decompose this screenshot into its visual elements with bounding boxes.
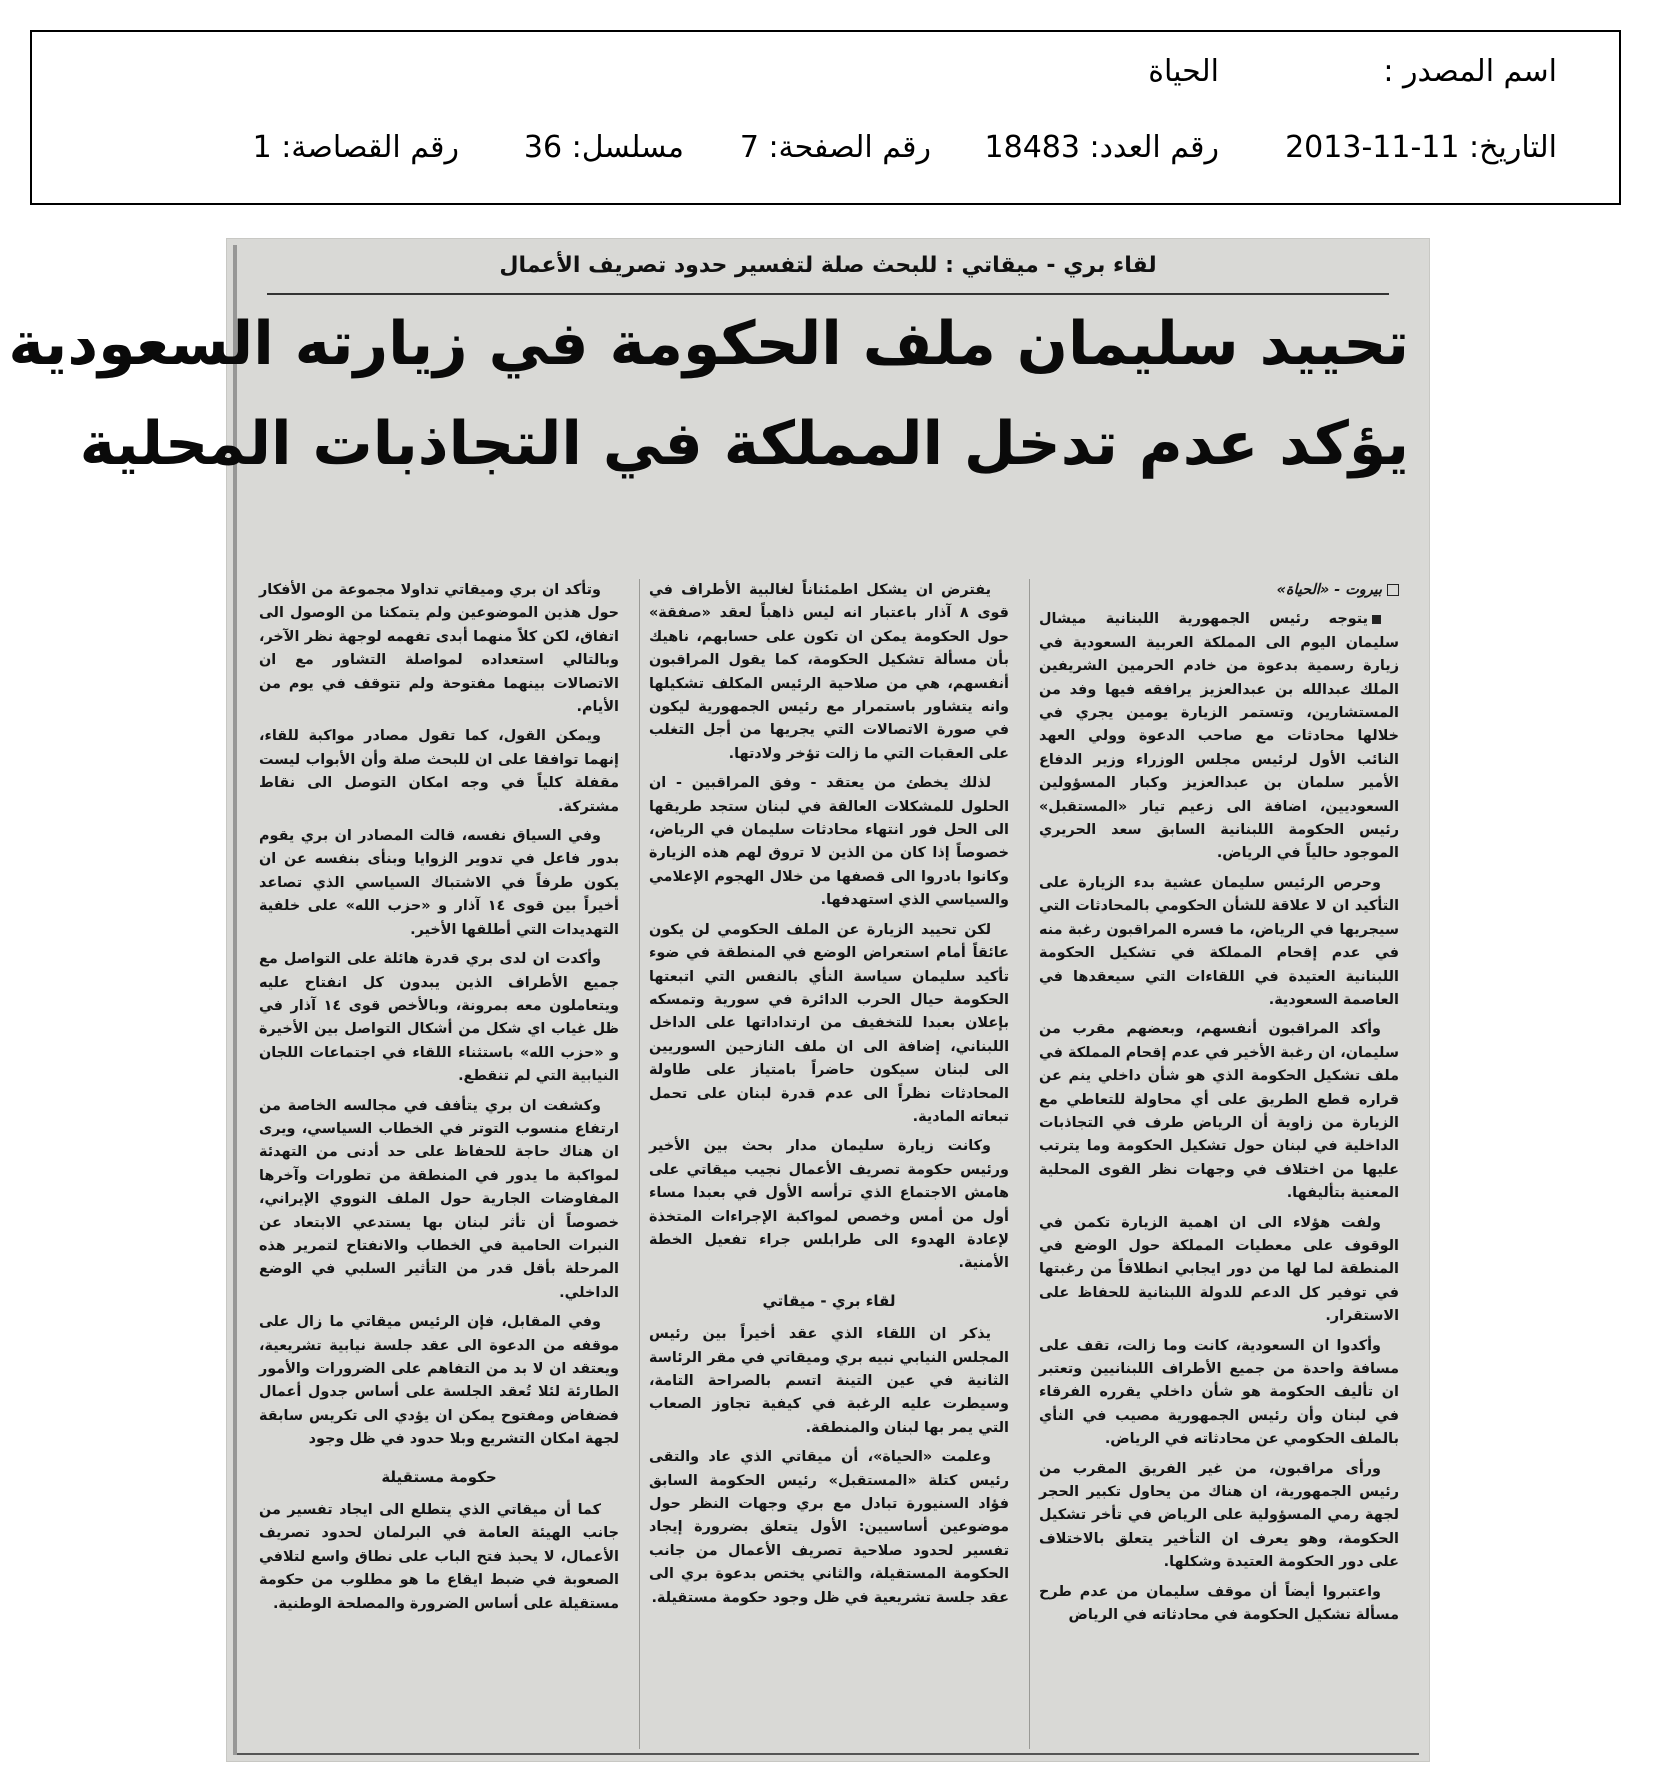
newspaper-clipping [8, 238, 1430, 1762]
paragraph: وفي السياق نفسه، قالت المصادر ان بري يقوم بدور فاعل في تدوير الزوايا وبنأى بنفسه عن ان يكون طرفاً في الاشتباك السياسي الذي تصاعد أخيراً بين قوى ١٤ آذار و «حزب الله» على خلفية التهديدات التي أطلقها الأخير. [259, 828, 619, 938]
section-heading: لقاء بري - ميقاتي [762, 1291, 896, 1310]
column-divider [1029, 579, 1030, 1749]
article-column-right [1039, 579, 1399, 1749]
paragraph: وعلمت «الحياة»، أن ميقاتي الذي عاد والتقى رئيس كتلة «المستقبل» رئيس الحكومة السابق فؤاد السنيورة تبادل مع بري وجهات النظر حول موضوعين أساسيين: الأول يتعلق بضرورة إيجاد تفسير لحدود صلاحية تصريف الأعمال من جانب الحكومة المستقيلة، والثاني يختص بدعوة بري الى عقد جلسة تشريعية في ظل وجود حكومة مستقيلة. [649, 1449, 1009, 1606]
clip-number-field: رقم القصاصة: 1 [252, 130, 459, 165]
headline-line-2: يؤكد عدم تدخل المملكة في التجاذبات المحلية [79, 409, 1409, 479]
article-column-left [259, 579, 619, 1749]
issue-number-field: رقم العدد: 18483 [984, 130, 1219, 165]
paragraph: وحرص الرئيس سليمان عشية بدء الزيارة على التأكيد ان لا علاقة للشأن الحكومي بالمحادثات التي سيجريها في الرياض، ما فسره المراقبون رغبة منه في عدم إقحام المملكة في تشكيل الحكومة اللبنانية العتيدة في اللقاءات التي سيعقدها في العاصمة السعودية. [1039, 874, 1399, 1008]
paragraph: وكشفت ان بري يتأفف في مجالسه الخاصة من ارتفاع منسوب التوتر في الخطاب السياسي، ويرى ان هناك حاجة للحفاظ على حد أدنى من التهدئة لمواكبة ما يدور في المنطقة من تطورات وآخرها المفاوضات الجارية حول الملف النووي الإيراني، خصوصاً أن تأثر لبنان بها يستدعي الابتعاد عن النبرات الحامية في الخطاب والانفتاح لتمرير هذه المرحلة بأقل قدر من التأثير السلبي في الوضع الداخلي. [259, 1097, 619, 1301]
box-icon [1387, 584, 1399, 596]
paragraph: يذكر ان اللقاء الذي عقد أخيراً بين رئيس المجلس النيابي نبيه بري وميقاتي في مقر الرئاسة الثانية في عين التينة اتسم بالصراحة التامة، وسيطرت عليه الرغبة في كيفية تجاوز الصعاب التي يمر بها لبنان والمنطقة. [649, 1326, 1009, 1436]
paragraph: لذلك يخطئ من يعتقد - وفق المراقبين - ان الحلول للمشكلات العالقة في لبنان ستجد طريقها الى الحل فور انتهاء محادثات سليمان في الرياض، خصوصاً إذا كان من الذين لا تروق لهم هذه الزيارة وكانوا بادروا الى قصفها من خلال الهجوم الإعلامي والسياسي الذي استهدفها. [649, 775, 1009, 909]
article-kicker: لقاء بري - ميقاتي : للبحث صلة لتفسير حدود تصريف الأعمال [499, 253, 1157, 278]
paragraph: وتأكد ان بري وميقاتي تداولا مجموعة من الأفكار حول هذين الموضوعين ولم يتمكنا من الوصول الى اتفاق، لكن كلاً منهما أبدى تفهمه لوجهة نظر الآخر، وبالتالي استعداده لمواصلة التشاور مع ان الاتصالات بينهما مفتوحة ولم تتوقف في يوم من الأيام. [259, 582, 619, 716]
paragraph [1039, 608, 1399, 865]
paragraph: لكن تحييد الزيارة عن الملف الحكومي لن يكون عائقاً أمام استعراض الوضع في المنطقة في ضوء تأكيد سليمان سياسة النأي بالنفس التي اتبعتها الحكومة حيال الحرب الدائرة في سورية وتمسكه بإعلان بعبدا للتخفيف من ارتداداتها على الداخل اللبناني، إضافة الى ان ملف النازحين السوريين الى لبنان سيكون حاضراً بامتياز على طاولة المحادثات نظراً الى عدم قدرة لبنان على تحمل تبعاته المادية. [649, 921, 1009, 1125]
paragraph: يفترض ان يشكل اطمئناناً لغالبية الأطراف في قوى ٨ آذار باعتبار انه ليس ذاهباً لعقد «صفقة» حول الحكومة يمكن ان تكون على حسابهم، ناهيك بأن مسألة تشكيل الحكومة، كما يقول المراقبون أنفسهم، هي من صلاحية الرئيس المكلف تشكيلها وانه يتشاور باستمرار مع رئيس الجمهورية ليكون في صورة الاتصالات التي يجريها من أجل التغلب على العقبات التي ما زالت تؤخر ولادتها. [649, 582, 1009, 762]
byline: بيروت - «الحياة» [1276, 582, 1382, 598]
paragraph: وفي المقابل، فإن الرئيس ميقاتي ما زال على موقفه من الدعوة الى عقد جلسة نيابية تشريعية، ويعتقد ان لا بد من التفاهم على الضرورات والأمور الطارئة لئلا تُعقد الجلسة على أساس جدول أعمال فضفاض ومفتوح يمكن ان يؤدي الى تكريس سابقة لجهة امكان التشريع وبلا حدود في ظل وجود [259, 1314, 619, 1448]
source-value: الحياة [1148, 54, 1219, 89]
page-number-field: رقم الصفحة: 7 [739, 130, 931, 165]
paragraph-text: يتوجه رئيس الجمهورية اللبنانية ميشال سليمان اليوم الى المملكة العربية السعودية في زيارة رسمية بدعوة من خادم الحرمين الشريفين الملك عبدالله بن عبدالعزيز يرافقه فيها وفد من المستشارين، وتستمر الزيارة يومين يجري في خلالها محادثات مع صاحب الدعوة وولي العهد النائب الأول لرئيس مجلس الوزراء وزير الدفاع الأمير سلمان بن عبدالعزيز وكبار المسؤولين السعوديين، اضافة الى زعيم تيار «المستقبل» رئيس الحكومة اللبنانية السابق سعد الحريري الموجود حالياً في الرياض. [1039, 611, 1399, 862]
paragraph: وكانت زيارة سليمان مدار بحث بين الأخير ورئيس حكومة تصريف الأعمال نجيب ميقاتي على هامش الاجتماع الذي ترأسه الأول في بعبدا مساء أول من أمس وخصص لمواكبة الإجراءات المتخذة لإعادة الهدوء الى طرابلس جراء تفعيل الخطة الأمنية. [649, 1138, 1009, 1272]
column-divider [639, 579, 640, 1749]
bottom-divider [237, 1753, 1419, 1755]
serial-field: مسلسل: 36 [523, 130, 684, 165]
kicker-divider [267, 293, 1389, 295]
paragraph: وأكدوا ان السعودية، كانت وما زالت، تقف على مسافة واحدة من جميع الأطراف اللبنانيين وتعتبر ان تأليف الحكومة هو شأن داخلي يقرره الفرقاء في لبنان وأن رئيس الجمهورية مصيب في النأي بالملف الحكومي عن محادثاته في الرياض. [1039, 1337, 1399, 1448]
paragraph: واعتبروا أيضاً أن موقف سليمان من عدم طرح مسألة تشكيل الحكومة في محادثاته في الرياض [1039, 1583, 1399, 1624]
headline-line-1: تحييد سليمان ملف الحكومة في زيارته السعودية [8, 309, 1409, 379]
section-heading: حكومة مستقيلة [381, 1467, 497, 1486]
clipping-metadata-box [30, 30, 1621, 205]
article-column-middle [649, 579, 1009, 1749]
paragraph: ولفت هؤلاء الى ان اهمية الزيارة تكمن في الوقوف على معطيات المملكة حول الوضع في المنطقة لما لها من دور ايجابي انطلاقاً من رغبتها في توفير كل الدعم للدولة اللبنانية للحفاظ على الاستقرار. [1039, 1214, 1399, 1325]
paragraph: كما أن ميقاتي الذي يتطلع الى ايجاد تفسير من جانب الهيئة العامة في البرلمان لحدود تصريف الأعمال، لا يحبذ فتح الباب على نطاق واسع لتلافي الصعوبة في ضبط ايقاع ما هو مطلوب من حكومة مستقيلة على أساس الضرورة والمصلحة الوطنية. [259, 1502, 619, 1612]
paragraph: وأكدت ان لدى بري قدرة هائلة على التواصل مع جميع الأطراف الذين يبدون كل انفتاح عليه ويتعاملون معه بمرونة، وبالأخص قوى ١٤ آذار في ظل غياب اي شكل من أشكال التواصل بين الأخيرة و «حزب الله» باستثناء اللقاء في اجتماعات اللجان النيابية التي لم تنقطع. [259, 951, 619, 1085]
paragraph: ورأى مراقبون، من غير الفريق المقرب من رئيس الجمهورية، ان هناك من يحاول تكبير الحجر لجهة رمي المسؤولية على الرياض في تأخر تشكيل الحكومة، وهو يعرف ان التأخير يتعلق بالاختلاف على دور الحكومة العتيدة وشكلها. [1039, 1460, 1399, 1571]
source-label: اسم المصدر : [1383, 54, 1557, 89]
date-field: التاريخ: 11-11-2013 [1285, 130, 1557, 165]
byline-row [1039, 579, 1399, 602]
bullet-square-icon [1372, 615, 1381, 624]
paragraph: وأكد المراقبون أنفسهم، وبعضهم مقرب من سليمان، ان رغبة الأخير في عدم إقحام المملكة في ملف تشكيل الحكومة الذي هو شأن داخلي ينم عن قراره قطع الطريق على أي محاولة للتعاطي مع الزيارة من زاوية أن الرياض طرف في التجاذبات الداخلية في لبنان حول تشكيل الحكومة وما يترتب عليها من اختلاف في وجهات نظر القوى المحلية المعنية بتأليفها. [1039, 1021, 1399, 1202]
paragraph: ويمكن القول، كما تقول مصادر مواكبة للقاء، إنهما توافقا على ان للبحث صلة وأن الأبواب ليست مقفلة كلياً في وجه امكان التوصل الى نقاط مشتركة. [259, 728, 619, 815]
